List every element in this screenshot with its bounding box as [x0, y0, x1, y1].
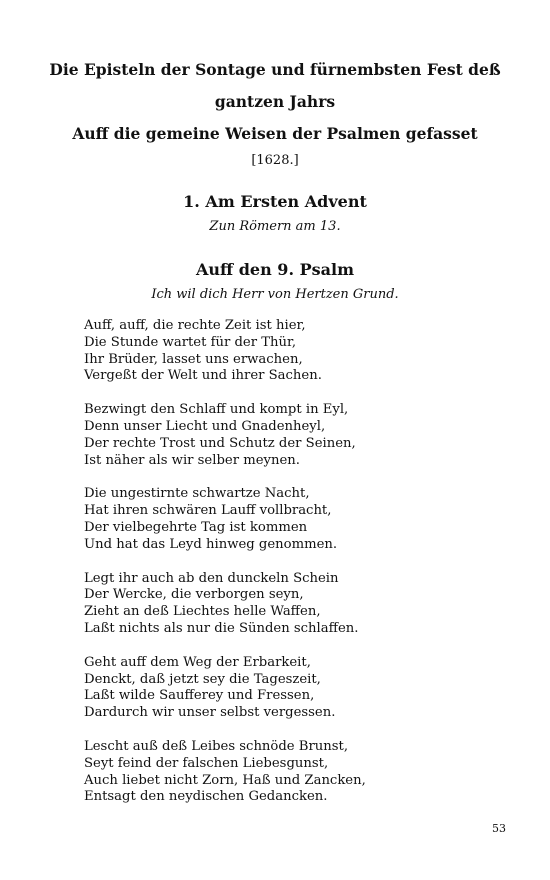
poem-line: Ist näher als wir selber meynen.: [84, 452, 300, 468]
poem-line: Der rechte Trost und Schutz der Seinen,: [84, 435, 356, 451]
stanza: [84, 402, 504, 469]
poem-line: Und hat das Leyd hinweg genommen.: [84, 536, 338, 552]
stanza: [84, 739, 504, 806]
poem-line: Die Stunde wartet für der Thür,: [84, 334, 297, 350]
poem-line: Legt ihr auch ab den dunckeln Schein: [84, 570, 339, 586]
poem-line: Dardurch wir unser selbst vergessen.: [84, 705, 336, 721]
poem-line: Zieht an deß Liechtes helle Waffen,: [84, 604, 321, 620]
poem-line: Auff, auff, die rechte Zeit ist hier,: [84, 318, 306, 333]
poem-line: Denn unser Liecht und Gnadenheyl,: [84, 418, 326, 434]
stanza: [84, 571, 504, 638]
melody-incipit: Ich wil dich Herr von Hertzen Grund.: [151, 287, 399, 302]
scripture-reference: Zun Römern am 13.: [209, 219, 341, 234]
section-heading: 1. Am Ersten Advent: [183, 192, 367, 211]
poem-line: Seyt feind der falschen Liebesgunst,: [84, 755, 329, 771]
poem-line: Entsagt den neydischen Gedancken.: [84, 789, 328, 805]
poem-line: Auch liebet nicht Zorn, Haß und Zancken,: [84, 772, 366, 788]
poem-line: Lescht auß deß Leibes schnöde Brunst,: [84, 738, 349, 754]
poem-line: Laßt wilde Saufferey und Fressen,: [84, 688, 315, 704]
page-number: 53: [492, 822, 506, 835]
poem-line: Hat ihren schwären Lauff vollbracht,: [84, 503, 332, 519]
poem-line: Geht auff dem Weg der Erbarkeit,: [84, 654, 311, 670]
poem-line: Bezwingt den Schlaff und kompt in Eyl,: [84, 402, 349, 418]
title-line-1: Die Episteln der Sontage und fürnembsten Fest deß: [49, 60, 501, 79]
stanza: [84, 486, 504, 553]
title-line-2: gantzen Jahrs: [214, 92, 336, 111]
poem-line: Vergeßt der Welt und ihrer Sachen.: [84, 368, 322, 384]
stanza: [84, 655, 504, 722]
stanza: [84, 318, 504, 385]
poem-line: Die ungestirnte schwartze Nacht,: [84, 486, 310, 502]
poem-line: Denckt, daß jetzt sey die Tageszeit,: [84, 671, 321, 687]
poem-line: Der Wercke, die verborgen seyn,: [84, 587, 304, 603]
poem-line: Ihr Brüder, lasset uns erwachen,: [84, 351, 303, 367]
publication-year: [1628.]: [251, 153, 299, 168]
poem: [84, 318, 504, 823]
title-line-3: Auff die gemeine Weisen der Psalmen gefasset: [72, 124, 478, 143]
melody-heading: Auff den 9. Psalm: [195, 260, 354, 279]
poem-line: Der vielbegehrte Tag ist kommen: [84, 519, 308, 535]
poem-line: Laßt nichts als nur die Sünden schlaffen.: [84, 620, 359, 636]
